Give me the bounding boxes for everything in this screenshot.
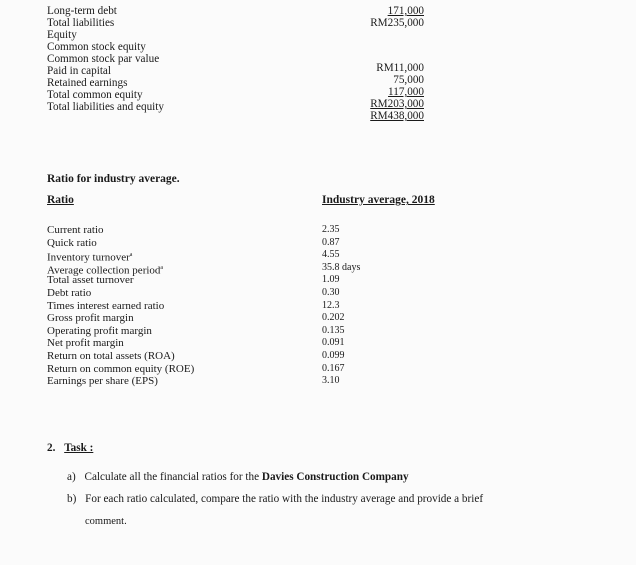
column-header-ratio: Ratio: [47, 194, 74, 206]
table-row: [0, 41, 636, 53]
task-title: Task :: [64, 442, 94, 454]
row-value: 75,000: [393, 74, 424, 86]
list-item-value: 0.87: [322, 236, 340, 248]
table-row: [0, 17, 636, 29]
row-label: Paid in capital: [47, 65, 112, 77]
list-item: Total asset turnover: [47, 274, 134, 287]
row-value: 171,000: [387, 5, 424, 17]
list-item: Return on total assets (ROA): [47, 350, 175, 362]
list-item-value: 0.202: [322, 312, 345, 324]
task-heading: [47, 441, 93, 455]
list-item-value: 0.135: [322, 324, 345, 336]
task-item-text: For each ratio calculated, compare the ratio with the industry average and provide a brief: [85, 493, 484, 505]
row-label: Total common equity: [47, 89, 143, 101]
task-item-letter: b): [67, 493, 77, 505]
task-item-letter: a): [67, 471, 76, 483]
section-heading: Ratio for industry average.: [47, 173, 180, 185]
row-label: Retained earnings: [47, 77, 128, 89]
list-item: Current ratio: [47, 224, 104, 236]
company-name: Davies Construction Company: [261, 471, 409, 483]
task-item-b: [67, 492, 483, 506]
table-row: [0, 5, 636, 17]
task-item-text: Calculate all the financial ratios for the: [84, 471, 262, 483]
row-label: Total liabilities and equity: [47, 101, 164, 113]
row-value: RM438,000: [370, 110, 424, 122]
list-item: Times interest earned ratio: [47, 299, 165, 312]
list-item: Net profit margin: [47, 337, 124, 350]
row-value: RM235,000: [370, 17, 424, 29]
list-item: Return on common equity (ROE): [47, 362, 195, 375]
list-item-value: 12.3: [322, 299, 340, 311]
list-item-value: 4.55: [322, 249, 340, 261]
list-item: Quick ratio: [47, 236, 97, 249]
list-item-value: 3.10: [322, 375, 340, 387]
list-item: Earnings per share (EPS): [47, 375, 158, 388]
list-item-value: 1.09: [322, 274, 340, 286]
row-label: Common stock par value: [47, 53, 160, 65]
task-item-a: [67, 470, 409, 484]
list-item-value: 2.35: [322, 224, 340, 235]
list-item: Operating profit margin: [47, 324, 152, 337]
row-label: Equity: [47, 29, 77, 41]
table-row: [0, 101, 636, 122]
list-item-value: 0.099: [322, 350, 345, 361]
list-item: Debt ratio: [47, 287, 92, 299]
row-value: RM11,000: [376, 62, 424, 74]
table-row: [0, 29, 636, 41]
row-value: RM203,000: [370, 98, 424, 110]
list-item-value: 0.091: [322, 337, 345, 349]
column-header-industry-average: Industry average, 2018: [322, 194, 435, 206]
list-item-value: 0.30: [322, 287, 340, 298]
task-number: 2.: [47, 442, 56, 454]
list-item: Gross profit margin: [47, 312, 134, 325]
list-item-value: 0.167: [322, 362, 345, 374]
row-label: Long-term debt: [47, 5, 117, 17]
list-item: Inventory turnover$^a$: [47, 251, 133, 264]
task-item-b-continued: comment.: [85, 516, 127, 527]
row-value: 117,000: [388, 86, 424, 98]
list-item-value: 35.8 days: [322, 261, 361, 273]
list-item: Average collection period$^a$: [47, 264, 164, 277]
row-label: Total liabilities: [47, 17, 115, 29]
row-label: Common stock equity: [47, 41, 146, 53]
